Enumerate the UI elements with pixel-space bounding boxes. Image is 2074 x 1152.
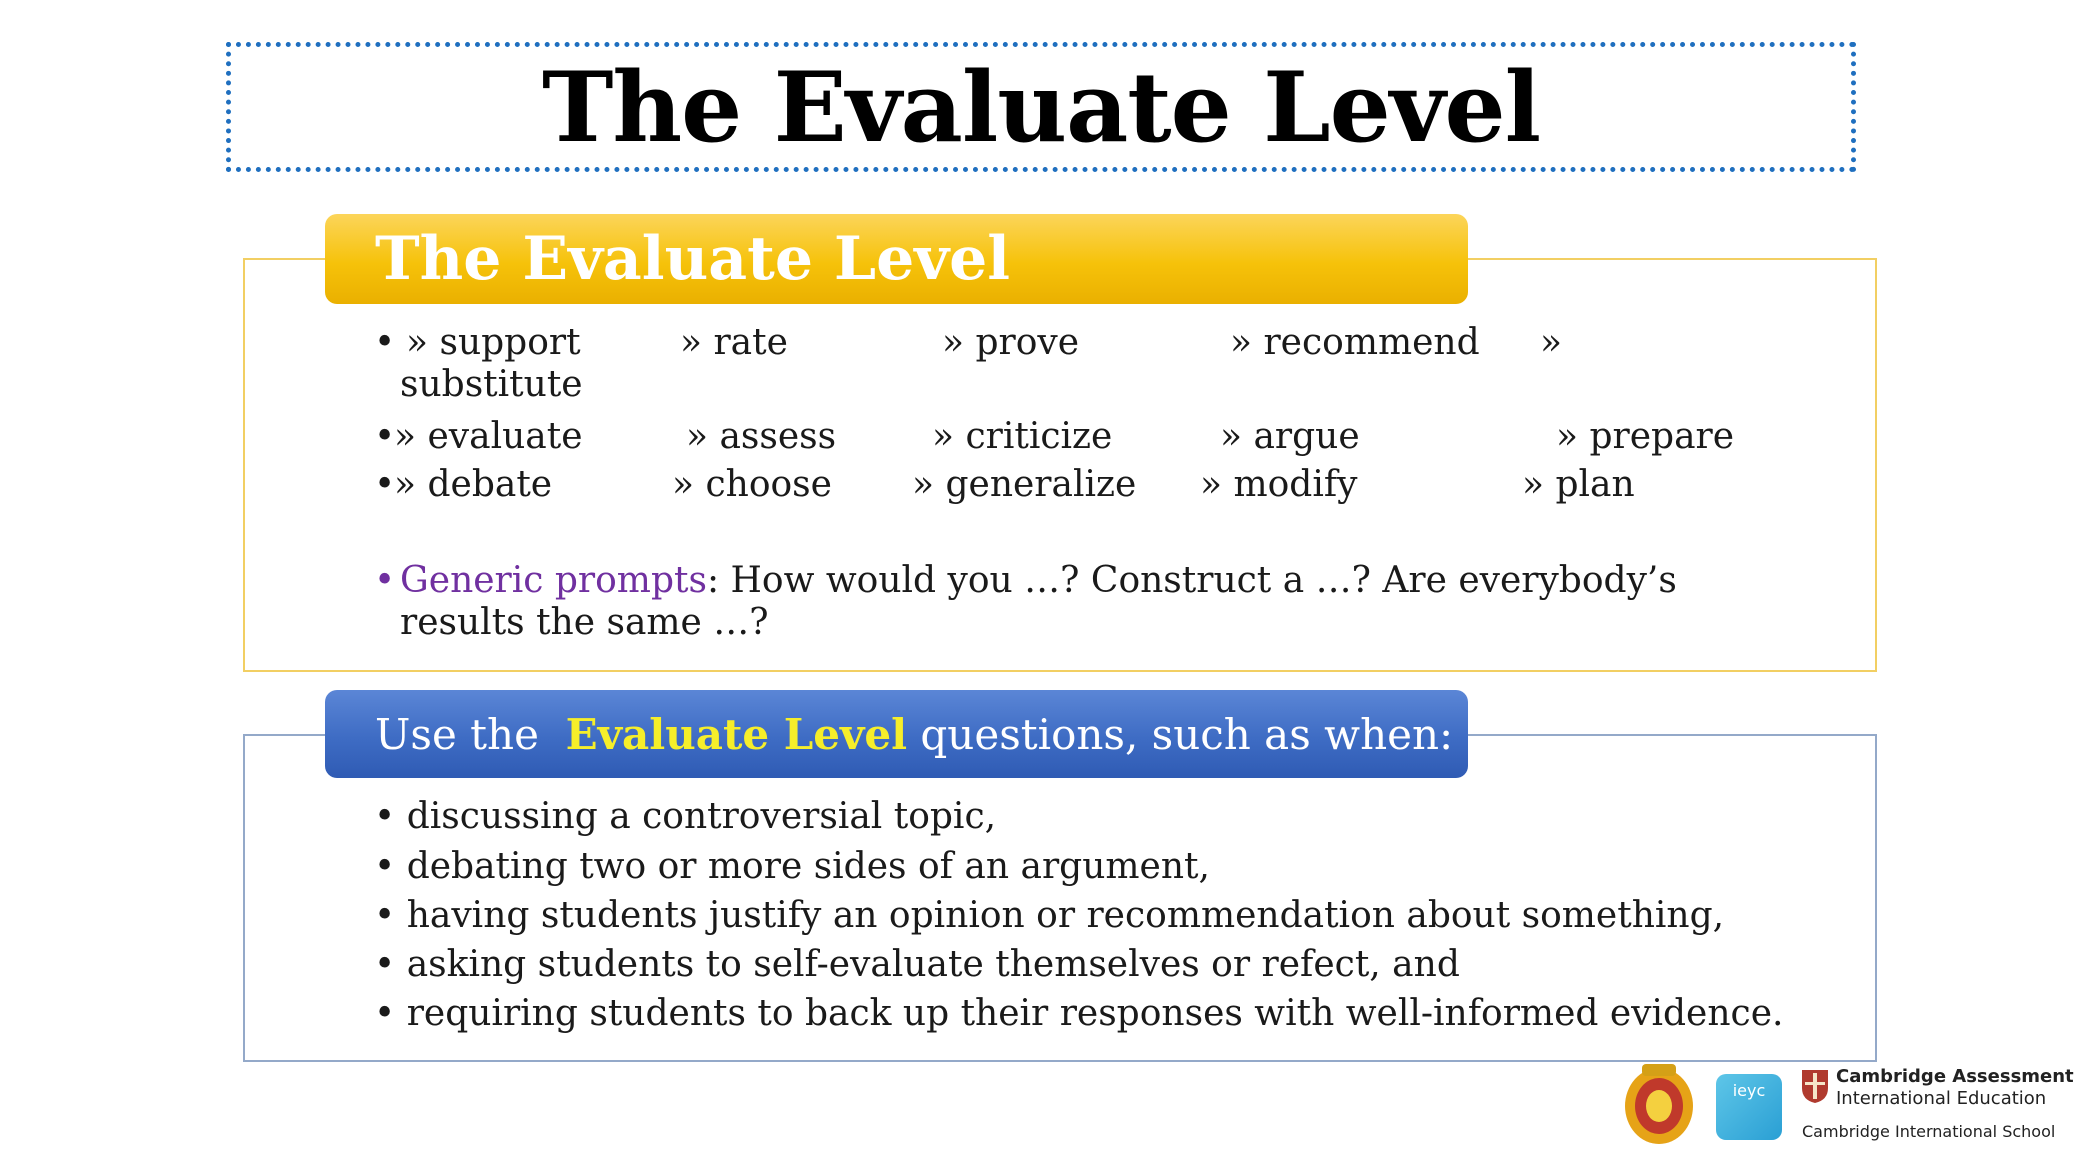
- use-cases-header-highlight: Evaluate Level: [565, 709, 908, 759]
- list-item: • requiring students to back up their responses with well-informed evidence.: [374, 993, 1784, 1034]
- verb-word: » prepare: [1556, 416, 1735, 457]
- verb-word: » recommend: [1230, 322, 1480, 363]
- cambridge-line3: Cambridge International School: [1802, 1122, 2056, 1141]
- list-item: • discussing a controversial topic,: [374, 796, 997, 837]
- generic-prompts-label: Generic prompts: [400, 560, 707, 601]
- cambridge-shield-icon: [1800, 1068, 1830, 1104]
- verb-word: substitute: [400, 364, 583, 405]
- verb-word: »: [1540, 322, 1563, 363]
- cambridge-logo: [1800, 1060, 2074, 1148]
- cambridge-line2: International Education: [1836, 1088, 2047, 1109]
- verb-word: » argue: [1220, 416, 1360, 457]
- title-frame: [226, 42, 1856, 172]
- school-crest-icon: [1620, 1060, 1698, 1148]
- list-item: • debating two or more sides of an argument,: [374, 846, 1210, 887]
- verb-word: » generalize: [912, 464, 1137, 505]
- verb-word: » evaluate: [394, 416, 583, 457]
- ieyc-logo: ieyc: [1716, 1074, 1782, 1140]
- evaluate-level-header-text: The Evaluate Level: [375, 224, 1011, 294]
- bullet: •: [374, 322, 396, 363]
- verb-word: » modify: [1200, 464, 1358, 505]
- verb-word: » choose: [672, 464, 832, 505]
- page-title: The Evaluate Level: [541, 50, 1541, 164]
- verb-word: » plan: [1522, 464, 1635, 505]
- list-item: • having students justify an opinion or recommendation about something,: [374, 895, 1725, 936]
- verb-word: » prove: [942, 322, 1080, 363]
- evaluate-level-header: [325, 214, 1468, 304]
- generic-prompts-wrap: results the same …?: [400, 602, 769, 643]
- list-item: • asking students to self-evaluate themselves or refect, and: [374, 944, 1460, 985]
- cambridge-line1: Cambridge Assessment: [1836, 1066, 2074, 1087]
- verb-word: » debate: [394, 464, 553, 505]
- use-cases-header-pre: Use the: [375, 709, 566, 759]
- bullet: •: [374, 416, 396, 457]
- bullet: •: [374, 464, 396, 505]
- verb-word: » assess: [686, 416, 837, 457]
- verb-word: » support: [406, 322, 581, 363]
- verb-word: » rate: [680, 322, 788, 363]
- generic-prompts-line: [400, 560, 1677, 601]
- use-cases-header-post: questions, such as when:: [907, 709, 1454, 759]
- verb-word: » criticize: [932, 416, 1113, 457]
- footer-logos: [1620, 1060, 2074, 1148]
- use-cases-header: [325, 690, 1468, 778]
- generic-prompts-text: : How would you …? Construct a …? Are everybody’s: [706, 560, 1677, 601]
- bullet: •: [374, 560, 396, 601]
